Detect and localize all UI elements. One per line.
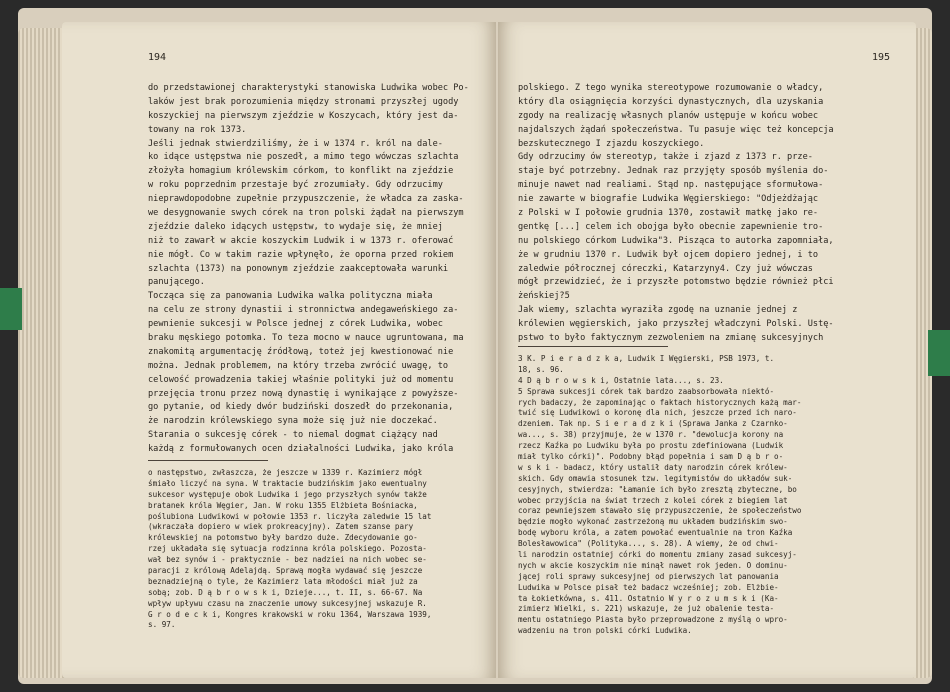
footnote-line: beznadziejną o tyle, że Kazimierz lata młodości miał już za xyxy=(148,576,418,586)
text-line: Jeśli jednak stwierdziliśmy, że i w 1374 r. król na dale- xyxy=(148,138,443,149)
footnote-line: 5 Sprawa sukcesji córek tak bardzo zaabsorbowała niektó- xyxy=(518,386,775,396)
footnote-line: mentu ostatniego Piasta było przeprowadzone z myślą o wpro- xyxy=(518,615,788,625)
footnote-line: miał tylko córki)". Podobny błąd popełnia i sam D ą b r o- xyxy=(518,452,784,462)
text-line: w roku poprzednim przestaje być zrozumiały. Gdy odrzucimy xyxy=(148,180,443,191)
footnote-line: zimierz Wielki, s. 221) wskazuje, że już obalenie testa- xyxy=(518,604,775,614)
footnote-line: wa..., s. 38) przyjmuje, że w 1370 r. "dewolucja korony na xyxy=(518,430,784,440)
footnote-rule-right xyxy=(518,346,668,347)
footnote-line: 4 D ą b r o w s k i, Ostatnie lata..., s. 23. xyxy=(518,375,724,385)
text-line: Starania o sukcesję córek - to niemal dogmat ciążący nad xyxy=(148,430,438,441)
text-line: we desygnowanie swych córek na tron polski żądał na pierwszym xyxy=(148,208,464,219)
text-line: można. Jednak problemem, na który trzeba zwrócić uwagę, to xyxy=(148,360,449,371)
text-line: na celu ze strony dynastii i stronnictwa andegaweńskiego za- xyxy=(148,305,459,316)
footnote-line: wpływ upływu czasu na znaczenie umowy sukcesyjnej wskazuje R. xyxy=(148,598,427,608)
text-line: celowość prowadzenia takiej właśnie polityki już od momentu xyxy=(148,374,454,385)
open-book xyxy=(18,8,932,684)
footnote-line: dzeniem. Tak np. S i e r a d z k i (Sprawa Janka z Czarnko- xyxy=(518,419,788,429)
footnote-line: cesyjnych, stwierdza: "Łamanie ich było zresztą zbyteczne, bo xyxy=(518,484,797,494)
footnote-line: Bolesławowica" (Polityka..., s. 28). A wiemy, że od chwi- xyxy=(518,539,779,549)
footnote-line: sukcesor występuje obok Ludwika i jego przyszłych synów także xyxy=(148,489,427,499)
text-line: nie zawarte w biografie Ludwika Węgierskiego: "Odjeżdżając xyxy=(518,194,819,205)
text-line: że narodzin królewskiego syna może się już nie doczekać. xyxy=(148,416,438,427)
text-line: żeńskiej?5 xyxy=(518,291,570,302)
footnote-line: wadzeniu na tron polski córki Ludwika. xyxy=(518,626,692,636)
bookmark-ribbon-left xyxy=(0,288,22,330)
text-line: pstwo to było faktycznym zezwoleniem na zmianę sukcesyjnych xyxy=(518,333,824,344)
text-line: szlachta (1373) na ponownym zjeździe zaakceptowała warunki xyxy=(148,263,449,274)
left-footnotes xyxy=(148,468,431,631)
text-line: każdą z formułowanych ocen działalności Ludwika, jako króla xyxy=(148,444,454,455)
page-number-right: 195 xyxy=(871,52,890,63)
text-line: towany na rok 1373. xyxy=(148,124,247,135)
footnote-line: jącej roli sprawy sukcesyjnej od pierwszych lat panowania xyxy=(518,571,779,581)
text-line: zaledwie półrocznej córeczki, Katarzyny4. Czy już wówczas xyxy=(518,263,813,274)
footnote-line: rzecz Kaźka po Ludwiku była po prostu zdefiniowana (Ludwik xyxy=(518,441,784,451)
text-line: najdalszych żądań społeczeństwa. Tu pasuje więc też koncepcja xyxy=(518,124,834,135)
text-line: nie mógł. Co w takim razie wpłynęło, że oporna przed rokiem xyxy=(148,249,454,260)
footnote-line: twić się Ludwikowi o koronę dla nich, jeszcze przed ich naro- xyxy=(518,408,797,418)
footnote-line: li narodzin ostatniej córki do momentu zmiany zasad sukcesyj- xyxy=(518,550,797,560)
footnote-line: poślubiona Ludwikowi w połowie 1353 r. liczyła zaledwie 15 lat xyxy=(148,511,432,521)
text-line: Jak wiemy, szlachta wyraziła zgodę na uznanie jednej z xyxy=(518,305,798,316)
footnote-line: wobec przyjścia na świat trzech z kolei córek z biegiem lat xyxy=(518,495,788,505)
footnote-line: 18, s. 96. xyxy=(518,364,564,374)
footnote-line: nych w akcie koszyckim nie minął nawet rok jeden. O dominu- xyxy=(518,560,788,570)
text-line: koszyckiej na pierwszym zjeździe w Koszycach, który jest da- xyxy=(148,110,459,121)
footnote-line: 3 K. P i e r a d z k a, Ludwik I Węgierski, PSB 1973, t. xyxy=(518,354,775,363)
text-line: niż to zawarł w akcie koszyckim Ludwik i w 1373 r. oferować xyxy=(148,235,454,246)
text-line: Tocząca się za panowania Ludwika walka polityczna miała xyxy=(148,291,433,302)
text-line: królewien węgierskich, jako przyszłej władczyni Polski. Ustę- xyxy=(518,319,834,330)
text-line: panującego. xyxy=(148,277,205,288)
text-line: mógł przewidzieć, że i przyszłe potomstwo będzie również płci xyxy=(518,277,834,288)
footnote-line: G r o d e c k i, Kongres krakowski w roku 1364, Warszawa 1939, xyxy=(148,609,432,619)
right-body-text xyxy=(518,82,834,346)
text-line: pewnienie sukcesji w Polsce jednej z córek Ludwika, wobec xyxy=(148,319,443,330)
footnote-line: coraz pewniejszem stawało się przypuszczenie, że społeczeństwo xyxy=(518,506,802,516)
footnote-line: Ludwika w Polsce pisał też badacz wcześniej; zob. Elżbie- xyxy=(518,582,779,592)
text-line: złożyła homagium królewskim córkom, to konflikt na zjeździe xyxy=(148,166,454,177)
left-body-text xyxy=(148,82,469,457)
right-footnotes xyxy=(518,354,801,637)
footnote-line: bratanek króla Węgier, Jan. W roku 1355 Elżbieta Bośniacka, xyxy=(148,500,418,510)
text-line: gentkę [...] celem ich obojga było obecnie zapewnienie tro- xyxy=(518,221,824,232)
text-line: go pytanie, od kiedy dwór budziński doszedł do przekonania, xyxy=(148,402,454,413)
text-line: z Polski w I połowie grudnia 1370, zostawił matkę jako re- xyxy=(518,208,819,219)
text-line: polskiego. Z tego wynika stereotypowe rozumowanie o władcy, xyxy=(518,83,824,93)
footnote-line: rych badaczy, że zapominając o faktach historycznych każą mar- xyxy=(518,397,802,407)
text-line: który dla osiągnięcia korzyści dynastycznych, dla uzyskania xyxy=(518,96,824,107)
footnote-rule-left xyxy=(148,460,268,461)
footnote-line: sobą; zob. D ą b r o w s k i, Dzieje..., t. II, s. 66-67. Na xyxy=(148,587,423,597)
footnote-line: (wkraczała dopiero w wiek prokreacyjny). Zatem szanse pary xyxy=(148,522,414,532)
text-line: nu polskiego córkom Ludwika"3. Pisząca to autorka zapomniała, xyxy=(518,235,834,246)
text-line: bezskutecznego I zjazdu koszyckiego. xyxy=(518,138,705,149)
text-line: laków jest brak porozumienia między stronami przyszłej ugody xyxy=(148,96,459,107)
text-line: Gdy odrzucimy ów stereotyp, także i zjazd z 1373 r. prze- xyxy=(518,152,813,163)
text-line: znakomitą argumentację źródłową, toteż jej kwestionować nie xyxy=(148,346,454,357)
footnote-line: o następstwo, zwłaszcza, że jeszcze w 1339 r. Kazimierz mógł xyxy=(148,468,423,477)
bookmark-ribbon-right xyxy=(928,330,950,376)
footnote-line: bodę wyboru króla, a zatem powołać ewentualnie na tron Kaźka xyxy=(518,528,793,538)
text-line: zgody na realizację własnych planów ustępuje w końcu wobec xyxy=(518,110,819,121)
text-line: zjeździe daleko idących ustępstw, to wydaje się, że mniej xyxy=(148,221,443,232)
footnote-line: ta Łokietkówna, s. 411. Ostatnio W y r o z u m s k i (Ka- xyxy=(518,593,779,603)
left-page-stack xyxy=(18,28,64,678)
footnote-line: rzej układała się sytuacja rodzinna króla polskiego. Pozosta- xyxy=(148,544,427,554)
text-line: braku męskiego potomka. To teza mocno w nauce ugruntowana, ma xyxy=(148,333,464,344)
right-page xyxy=(498,22,916,678)
text-line: ko idące ustępstwa nie poszedł, a mimo tego wówczas szlachta xyxy=(148,152,459,163)
text-line: do przedstawionej charakterystyki stanowiska Ludwika wobec Po- xyxy=(148,83,469,93)
footnote-line: w s k i - badacz, który ustalił daty narodzin córek królew- xyxy=(518,462,788,472)
footnote-line: paracji z królową Adelajdą. Sprawą mogła wydawać się jeszcze xyxy=(148,566,423,576)
footnote-line: wał bez synów i - praktycznie - bez nadziei na nich wobec se- xyxy=(148,555,427,565)
text-line: że w grudniu 1370 r. Ludwik był ojcem dopiero jednej, i to xyxy=(518,249,819,260)
footnote-line: śmiało liczyć na syna. W traktacie budzińskim jako ewentualny xyxy=(148,478,427,488)
footnote-line: s. 97. xyxy=(148,620,176,630)
footnote-line: będzie mogło wykonać zastrzeżoną mu układem budzińskim swo- xyxy=(518,517,788,527)
text-line: przejęcia tronu przez nową dynastię i wynikające z powyższe- xyxy=(148,388,459,399)
left-page xyxy=(62,22,496,678)
footnote-line: królewskiej na potomstwo były bardzo duże. Zdecydowanie go- xyxy=(148,533,418,543)
text-line: minuje nawet nad realiami. Stąd np. następujące sformułowa- xyxy=(518,180,824,191)
footnote-line: skich. Gdy omawia stosunek tzw. legitymistów do układów suk- xyxy=(518,473,793,483)
page-number-left: 194 xyxy=(148,52,167,63)
text-line: staje być potrzebny. Jednak raz przyjęty sposób myślenia do- xyxy=(518,166,829,177)
text-line: nieprawdopodobne zupełnie przypuszczenie, że władca za zaska- xyxy=(148,194,464,205)
